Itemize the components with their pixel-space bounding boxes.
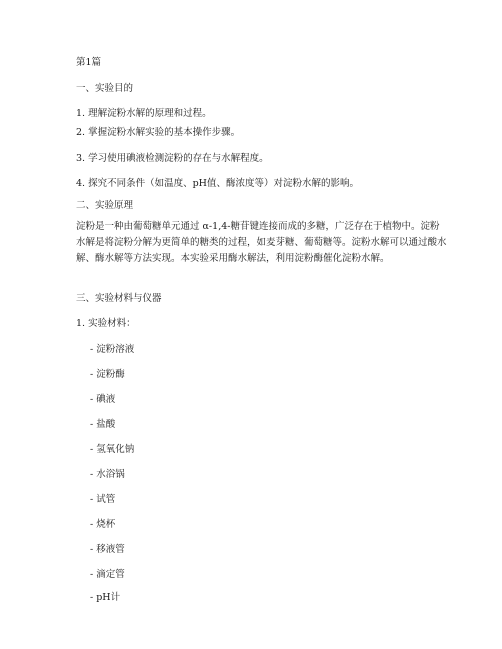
objective-item-4: 4. 探究不同条件（如温度、pH值、酶浓度等）对淀粉水解的影响。 xyxy=(76,178,359,189)
materials-item-1: 1. 实验材料： xyxy=(76,318,136,329)
material-list-item: - 氢氧化钠 xyxy=(90,444,135,455)
material-list-item: - 滴定管 xyxy=(90,569,125,580)
material-list-item: - pH计 xyxy=(90,592,121,603)
objective-item-3: 3. 学习使用碘液检测淀粉的存在与水解程度。 xyxy=(76,153,269,164)
objective-item-1: 1. 理解淀粉水解的原理和过程。 xyxy=(76,108,212,119)
section-heading-objectives: 一、实验目的 xyxy=(76,83,134,94)
objective-item-2: 2. 掌握淀粉水解实验的基本操作步骤。 xyxy=(76,127,241,138)
material-list-item: - 碘液 xyxy=(90,394,116,405)
material-list-item: - 盐酸 xyxy=(90,419,116,430)
part-title: 第1篇 xyxy=(76,57,102,68)
material-list-item: - 试管 xyxy=(90,494,116,505)
material-list-item: - 烧杯 xyxy=(90,519,116,530)
section-heading-materials: 三、实验材料与仪器 xyxy=(76,293,162,304)
principle-paragraph: 淀粉是一种由葡萄糖单元通过 α-1,4-糖苷键连接而成的多糖，广泛存在于植物中。淀粉水解是将淀粉分解为更简单的糖类的过程，如麦芽糖、葡萄糖等。淀粉水解可以通过酸水解、酶水解等方法实现。本实验采用酶水解法，利用淀粉酶催化淀粉水解。 xyxy=(76,221,447,264)
material-list-item: - 移液管 xyxy=(90,544,125,555)
material-list-item: - 淀粉酶 xyxy=(90,369,125,380)
material-list-item: - 淀粉溶液 xyxy=(90,344,135,355)
section-heading-principle: 二、实验原理 xyxy=(76,200,134,211)
material-list-item: - 水浴锅 xyxy=(90,469,125,480)
